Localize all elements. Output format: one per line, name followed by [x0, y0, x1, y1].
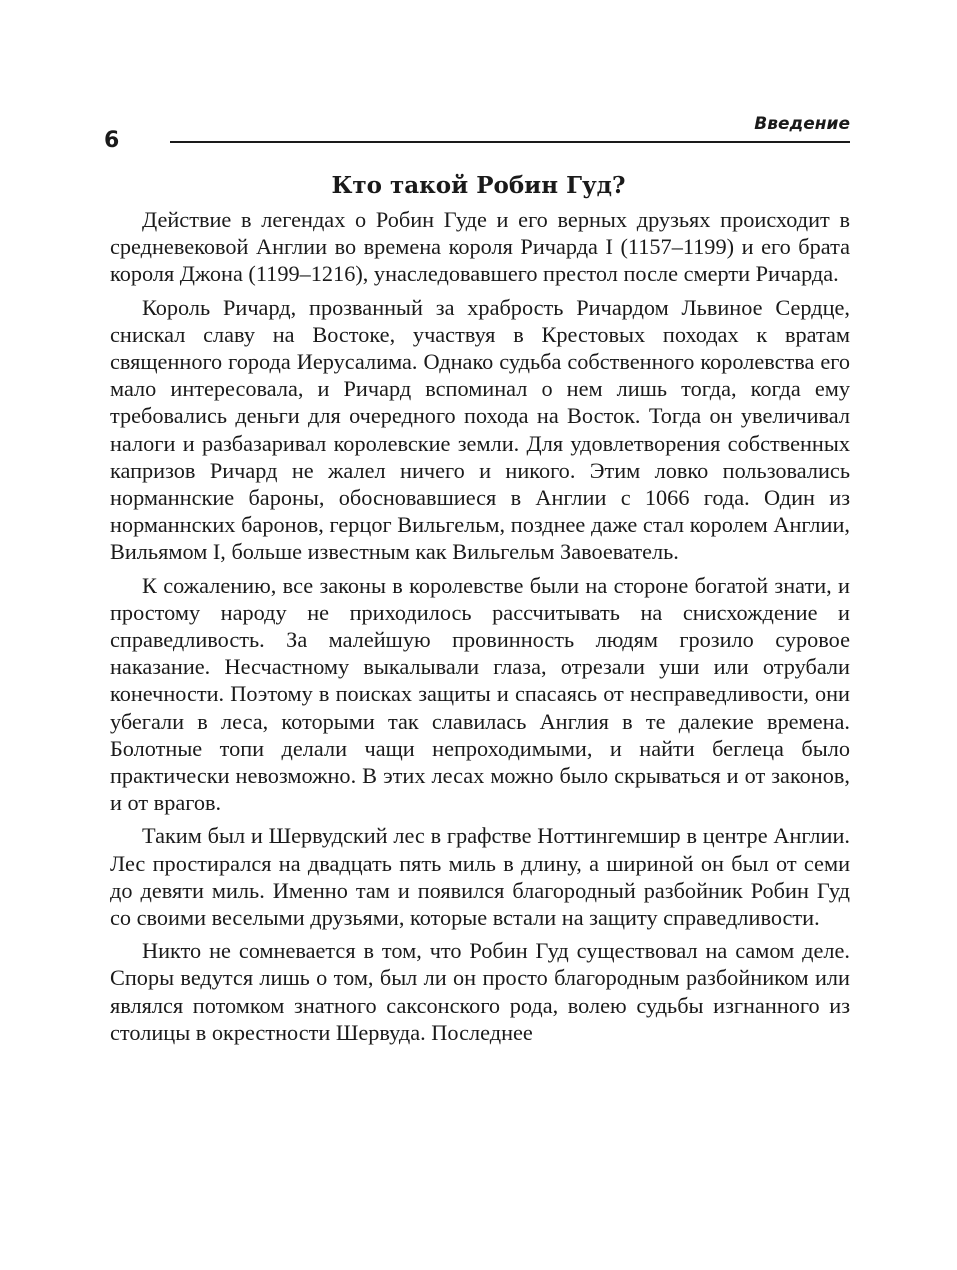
paragraph: Король Ричард, прозванный за храбрость Ричардом Львиное Сердце, снискал славу на Востоке, участвуя в Крестовых походах к вратам священного города Иерусалима. Однако судьба собственного королевства его мало интересовала, и Ричард вспоминал о нем лишь тогда, когда ему требовались деньги для очередного похода на Восток. Тогда он увеличивал налоги и разбазаривал королевские земли. Для удовлетворения собственных капризов Ричард не жалел ничего и никого. Этим ловко пользовались норманнские бароны, обосновавшиеся в Англии с 1066 года. Один из норманнских баронов, герцог Вильгельм, позднее даже стал королем Англии, Вильямом I, больше известным как Вильгельм Завоеватель. — [110, 294, 850, 565]
page-number: 6 — [104, 128, 120, 153]
paragraph: Таким был и Шервудский лес в графстве Ноттингемшир в центре Англии. Лес простирался на двадцать пять миль в длину, а шириной он был от семи до девяти миль. Именно там и появился благородный разбойник Робин Гуд со своими веселыми друзьями, которые встали на защиту справедливости. — [110, 823, 850, 931]
paragraph: Действие в легендах о Робин Гуде и его верных друзьях происходит в средневековой Англии во времена короля Ричарда I (1157–1199) и его брата короля Джона (1199–1216), унаследовавшего престол после смерти Ричарда. — [110, 207, 850, 287]
running-head: Введение — [754, 114, 850, 134]
paragraph: К сожалению, все законы в королевстве были на стороне богатой знати, и простому народу не приходилось рассчитывать на снисхождение и справедливость. За малейшую провинность людям грозило суровое наказание. Несчастному выкалывали глаза, отрезали уши или отрубали конечности. Поэтому в поисках защиты и спасаясь от несправедливости, они убегали в леса, которыми так славилась Англия в те далекие времена. Болотные топи делали чащи непроходимыми, и найти беглеца было практически невозможно. В этих лесах можно было скрываться и от законов, и от врагов. — [110, 572, 850, 816]
chapter-title: Кто такой Робин Гуд? — [331, 172, 626, 199]
header-rule — [170, 141, 850, 143]
body-text — [110, 206, 850, 1052]
paragraph: Никто не сомневается в том, что Робин Гуд существовал на самом деле. Споры ведутся лишь о том, был ли он просто благородным разбойником или являлся потомком знатного саксонского рода, волею судьбы изгнанного из столицы в окрестности Шервуда. Последнее — [110, 938, 850, 1045]
